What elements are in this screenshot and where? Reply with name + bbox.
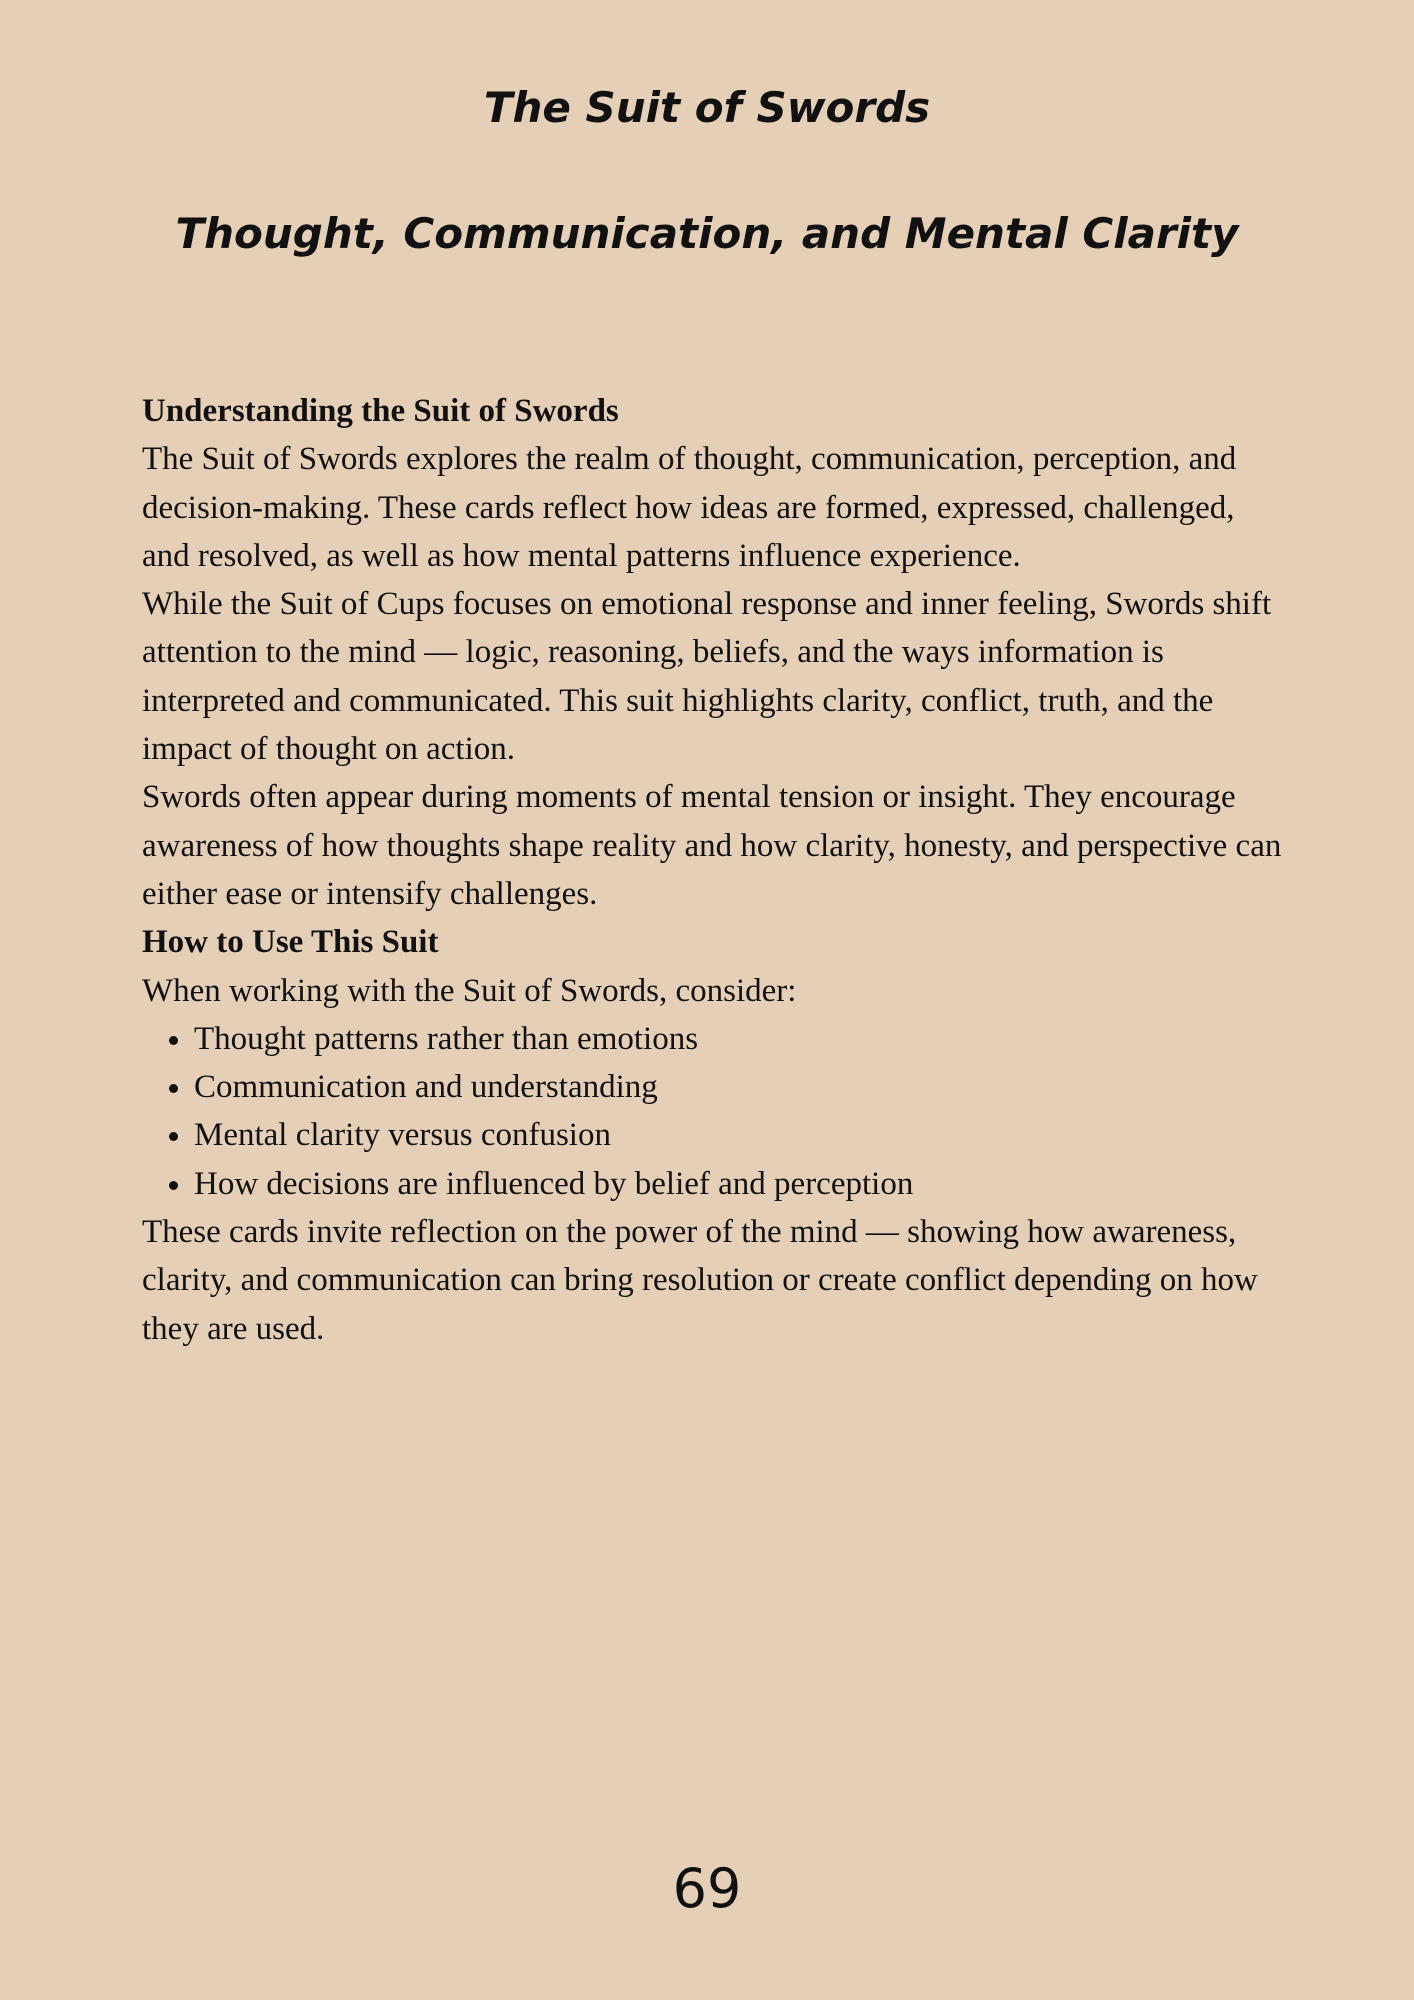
paragraph-2: While the Suit of Cups focuses on emotional response and inner feeling, Swords shift attention to the mind — logic, reasoning, beliefs, and the ways information is interpreted and communicated. This suit highlights clarity, conflict, truth, and the impact of thought on action.	[142, 586, 1272, 768]
consider-list	[142, 1015, 1282, 1208]
closing-paragraph: These cards invite reflection on the power of the mind — showing how awareness, clarity, and communication can bring resolution or create conflict depending on how they are used.	[142, 1214, 1258, 1347]
list-item: • Mental clarity versus confusion	[194, 1111, 1282, 1159]
page-title: The Suit of Swords	[483, 83, 931, 132]
list-item: • Thought patterns rather than emotions	[194, 1015, 1282, 1063]
main-content	[142, 387, 1282, 1353]
paragraph-1: The Suit of Swords explores the realm of thought, communication, perception, and decision-making. These cards reflect how ideas are formed, expressed, challenged, and resolved, as well as how mental patterns influence experience.	[142, 441, 1237, 574]
page-subtitle: Thought, Communication, and Mental Clarity	[175, 209, 1239, 258]
list-item: • Communication and understanding	[194, 1063, 1282, 1111]
how-to-use-intro: When working with the Suit of Swords, consider:	[142, 972, 797, 1009]
list-item: • How decisions are influenced by belief and perception	[194, 1160, 1282, 1208]
section-heading-how-to-use: How to Use This Suit	[142, 924, 439, 961]
page-number: 69	[672, 1857, 742, 1920]
paragraph-3: Swords often appear during moments of mental tension or insight. They encourage awareness of how thoughts shape reality and how clarity, honesty, and perspective can either ease or intensify challenges.	[142, 779, 1282, 912]
section-heading-understanding: Understanding the Suit of Swords	[142, 393, 619, 429]
